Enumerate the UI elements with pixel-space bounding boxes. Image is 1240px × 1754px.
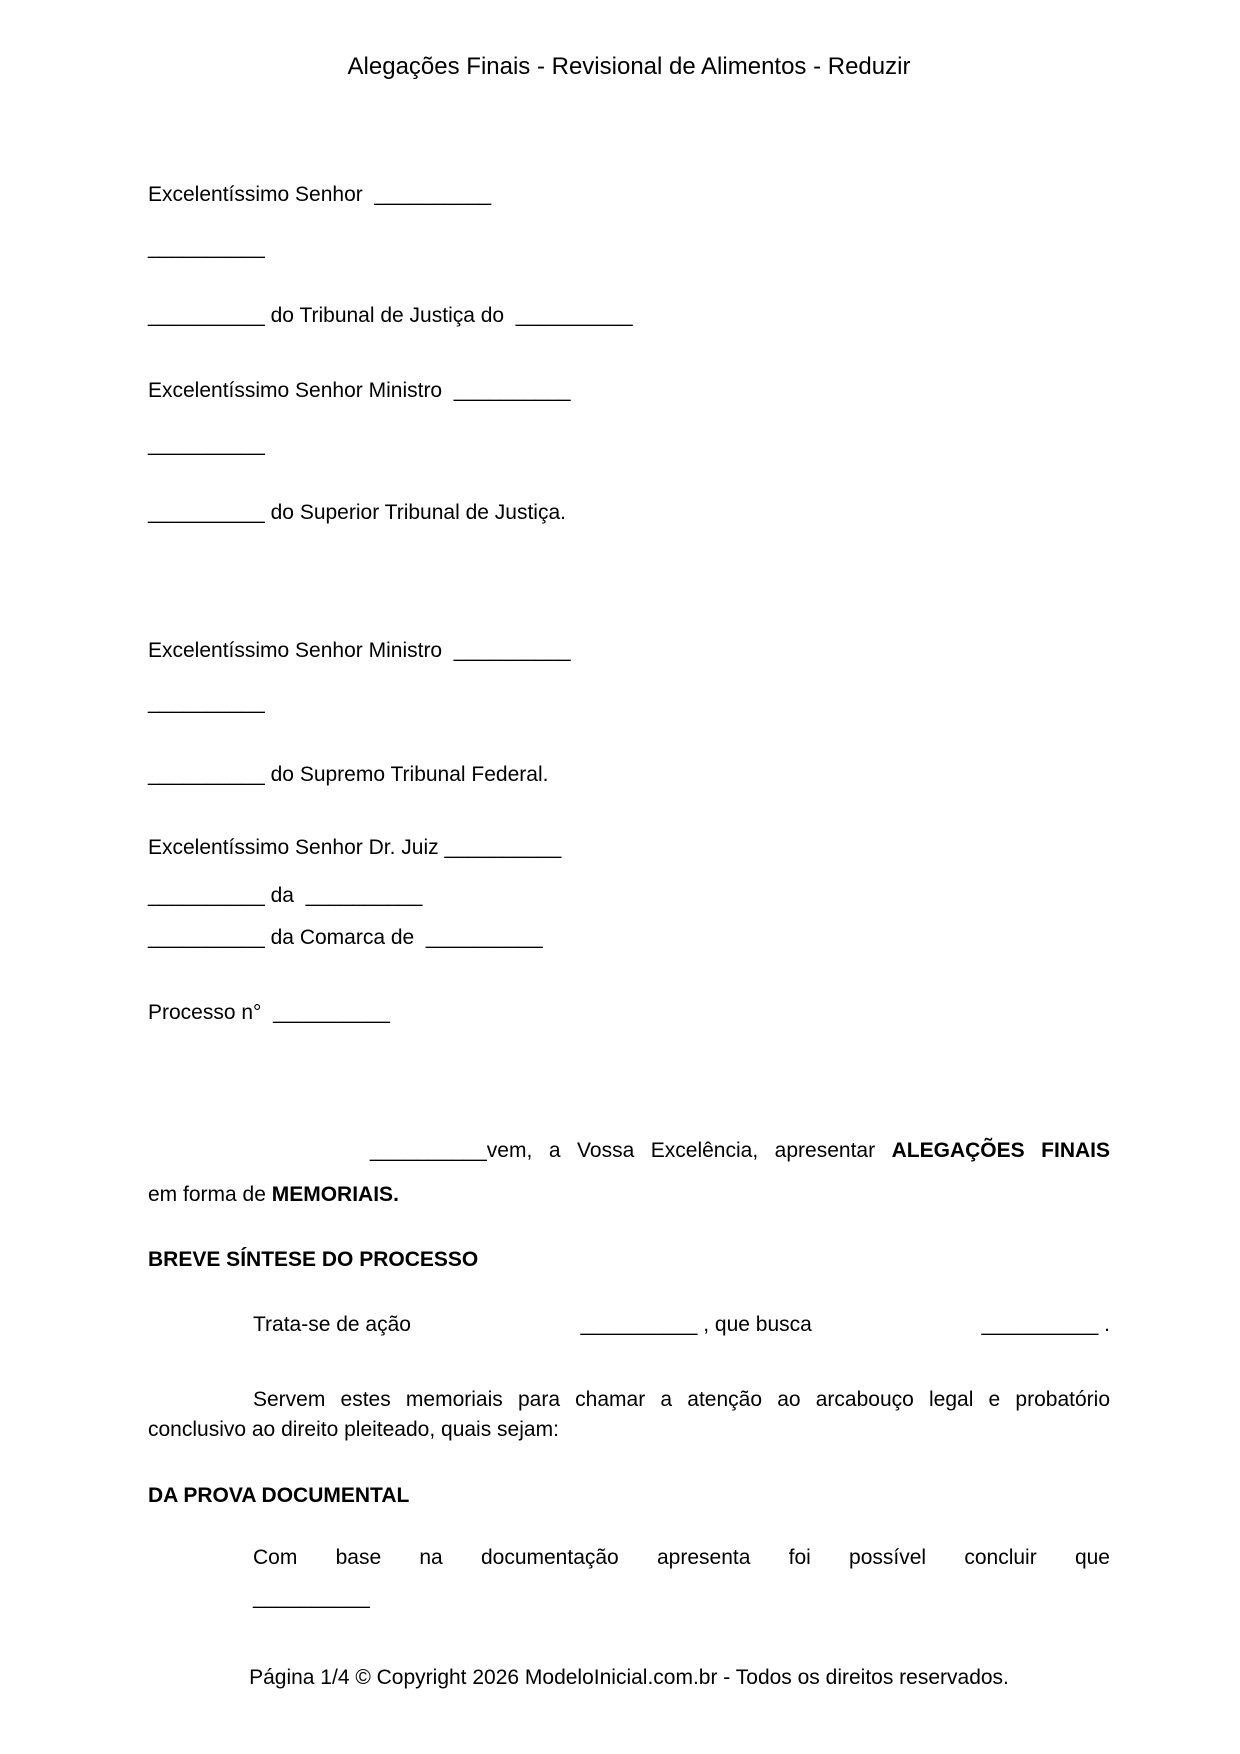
- heading-da-prova-documental: DA PROVA DOCUMENTAL: [148, 1484, 410, 1507]
- salutation-excelentissimo-senhor: Excelentíssimo Senhor __________: [148, 183, 492, 206]
- servem-paragraph-line-2: conclusivo ao direito pleiteado, quais sejam:: [148, 1418, 559, 1441]
- salutation-ministro-stj: Excelentíssimo Senhor Ministro __________: [148, 379, 571, 402]
- salutation-supremo-tribunal-federal: __________ do Supremo Tribunal Federal.: [148, 763, 549, 786]
- salutation-blank-line-1: __________: [148, 236, 265, 259]
- intro-party-blank: __________: [370, 1139, 487, 1162]
- servem-paragraph-line-1: Servem estes memoriais para chamar a atenção ao arcabouço legal e probatório: [253, 1388, 1110, 1411]
- trata-se-line: [148, 1312, 1110, 1338]
- trata-se-segment-1: Trata-se de ação: [253, 1313, 411, 1336]
- document-content: [148, 0, 1110, 1691]
- salutation-blank-line-2: __________: [148, 433, 265, 456]
- trata-se-segment-2: __________ , que busca: [580, 1313, 812, 1336]
- intro-line2-text: em forma de: [148, 1183, 266, 1206]
- salutation-comarca: __________ da Comarca de __________: [148, 926, 543, 949]
- page-footer: Página 1/4 © Copyright 2026 ModeloInicial.com.br - Todos os direitos reservados.: [249, 1666, 1009, 1689]
- processo-number-line: Processo n° __________: [148, 1001, 390, 1024]
- intro-text: vem, a Vossa Excelência, apresentar: [486, 1139, 876, 1162]
- intro-paragraph-line-1: [148, 1138, 1110, 1164]
- salutation-superior-tribunal-justica: __________ do Superior Tribunal de Justiça.: [148, 501, 566, 524]
- salutation-vara: __________ da __________: [148, 884, 423, 907]
- heading-breve-sintese: BREVE SÍNTESE DO PROCESSO: [148, 1248, 479, 1271]
- salutation-blank-line-3: __________: [148, 691, 265, 714]
- memoriais-bold: MEMORIAIS.: [271, 1183, 399, 1206]
- document-title: Alegações Finais - Revisional de Alimentos - Reduzir: [347, 53, 911, 80]
- salutation-juiz: Excelentíssimo Senhor Dr. Juiz __________: [148, 836, 562, 859]
- com-base-line: Com base na documentação apresenta foi possível concluir que: [253, 1546, 1110, 1569]
- salutation-tribunal-justica: __________ do Tribunal de Justiça do __________: [148, 304, 633, 327]
- intro-paragraph-line-2: [148, 1182, 1110, 1208]
- com-base-blank-line: __________: [253, 1586, 370, 1609]
- salutation-ministro-stf: Excelentíssimo Senhor Ministro __________: [148, 639, 571, 662]
- alegacoes-finais-bold: ALEGAÇÕES FINAIS: [891, 1139, 1111, 1162]
- trata-se-segment-3: __________ .: [981, 1313, 1110, 1336]
